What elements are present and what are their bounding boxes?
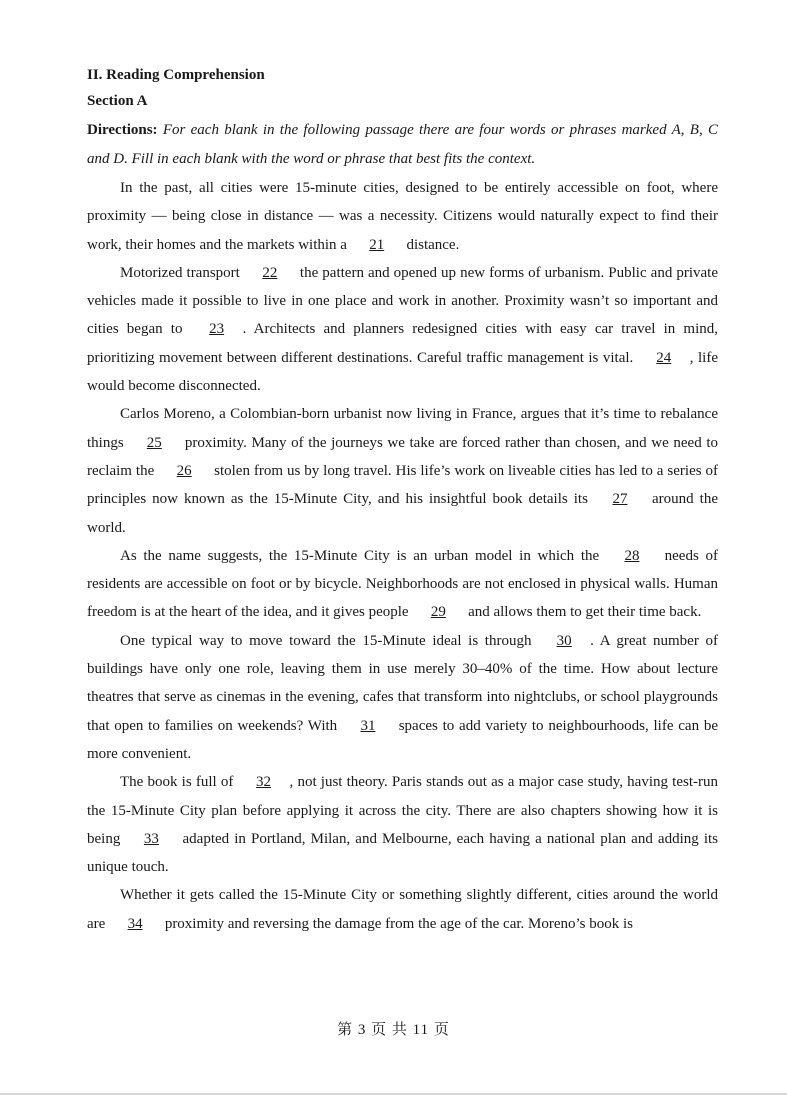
- answer-blank-34[interactable]: 34: [127, 915, 143, 932]
- answer-blank-30[interactable]: 30: [556, 632, 572, 649]
- passage-text: the pattern and opened up new forms of urbanism. Public and private vehicles made it possible to live in one place and work in another. Proximity wasn’t so important and cities began to: [87, 264, 718, 338]
- directions: [87, 116, 718, 174]
- passage-text: needs of residents are accessible on foot or by bicycle. Neighborhoods are not enclosed in physical walls. Human freedom is at the heart of the idea, and it gives people: [87, 547, 719, 621]
- answer-blank-26[interactable]: 26: [176, 462, 192, 479]
- answer-blank-29[interactable]: 29: [430, 604, 446, 621]
- directions-text: For each blank in the following passage there are four words or phrases marked A, B, C and D. Fill in each blank with the word or phrase that best fits the context.: [87, 122, 718, 167]
- passage-text: , not just theory. Paris stands out as a major case study, having test-run the 15-Minute City plan before applying it across the city. There are also chapters showing how it is being: [87, 774, 718, 847]
- passage-paragraph: [87, 174, 718, 259]
- passage-text: around the world.: [87, 491, 718, 536]
- answer-blank-24[interactable]: 24: [656, 349, 672, 366]
- passage-text: , life would become disconnected.: [87, 349, 718, 395]
- answer-blank-31[interactable]: 31: [360, 717, 376, 734]
- answer-blank-23[interactable]: 23: [209, 321, 225, 338]
- passage-text: Carlos Moreno, a Colombian-born urbanist now living in France, argues that it’s time to rebalance things: [87, 406, 718, 451]
- passage: [87, 174, 718, 938]
- passage-text: and allows them to get their time back.: [464, 604, 702, 621]
- passage-paragraph: [87, 542, 718, 627]
- passage-text: proximity. Many of the journeys we take are forced rather than chosen, and we need to reclaim the: [87, 434, 718, 479]
- page-footer: 第 3 页 共 11 页: [337, 1022, 450, 1038]
- passage-paragraph: [87, 627, 718, 768]
- passage-text: One typical way to move toward the 15-Minute ideal is through: [120, 632, 539, 649]
- passage-paragraph: [87, 400, 718, 541]
- answer-blank-27[interactable]: 27: [612, 491, 628, 508]
- scan-edge-divider: [0, 1093, 787, 1095]
- directions-label: Directions:: [87, 122, 158, 138]
- passage-paragraph: [87, 881, 718, 938]
- passage-text: In the past, all cities were 15-minute cities, designed to be entirely accessible on foot, where proximity — being close in distance — was a necessity. Citizens would naturally expect to find their work, their homes and the markets within a: [87, 180, 718, 253]
- passage-paragraph: [87, 768, 718, 881]
- passage-text: adapted in Portland, Milan, and Melbourne, each having a national plan and adding its unique touch.: [87, 830, 719, 876]
- answer-blank-33[interactable]: 33: [143, 830, 159, 847]
- passage-text: stolen from us by long travel. His life’s work on liveable cities has led to a series of principles now known as the 15-Minute City, and his insightful book details its: [87, 462, 718, 508]
- answer-blank-28[interactable]: 28: [624, 547, 640, 564]
- passage-text: spaces to add variety to neighbourhoods, life can be more convenient.: [87, 717, 719, 762]
- answer-blank-22[interactable]: 22: [262, 264, 278, 281]
- passage-text: . Architects and planners redesigned cities with easy car travel in mind, prioritizing movement between different destinations. Careful traffic management is vital.: [87, 321, 718, 366]
- section-title: II. Reading Comprehension: [87, 67, 265, 83]
- passage-text: The book is full of: [120, 774, 238, 791]
- subsection-title: Section A: [87, 93, 148, 109]
- passage-text: As the name suggests, the 15-Minute City is an urban model in which the: [120, 547, 606, 564]
- page-body: [87, 62, 718, 938]
- passage-text: Whether it gets called the 15-Minute City or something slightly different, cities around the world are: [87, 887, 718, 932]
- answer-blank-21[interactable]: 21: [369, 236, 385, 253]
- passage-text: distance.: [402, 236, 460, 253]
- passage-paragraph: [87, 259, 718, 400]
- passage-text: . A great number of buildings have only one role, leaving them in use merely 30–40% of the time. How about lecture theatres that serve as cinemas in the evening, cafes that transform into nightclubs, or school playgrounds that open to families on weekends? With: [87, 632, 718, 734]
- passage-text: proximity and reversing the damage from the age of the car. Moreno’s book is: [161, 915, 634, 932]
- answer-blank-32[interactable]: 32: [256, 774, 272, 791]
- answer-blank-25[interactable]: 25: [146, 434, 162, 451]
- passage-text: Motorized transport: [120, 264, 244, 281]
